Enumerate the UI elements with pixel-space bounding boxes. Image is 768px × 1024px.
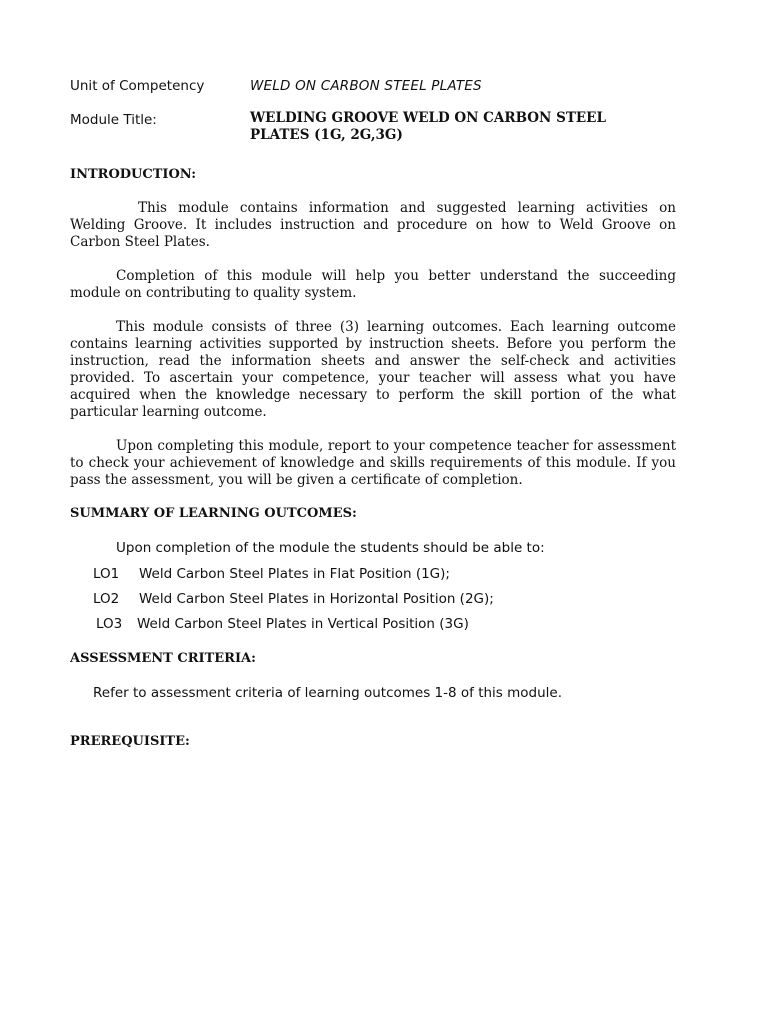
module-title-row (70, 110, 676, 144)
unit-of-competency-row (70, 76, 676, 96)
unit-of-competency-label: Unit of Competency (70, 78, 205, 94)
intro-paragraph-1: This module contains information and suggested learning activities on Welding Groove. It includes instruction and procedure on how to Weld Groove on Carbon Steel Plates. (70, 200, 676, 250)
module-title-line-2: PLATES (1G, 2G,3G) (250, 127, 403, 143)
learning-outcomes-list (70, 566, 676, 633)
document-page (70, 76, 676, 750)
learning-outcome-text: Weld Carbon Steel Plates in Flat Position (1G); (139, 566, 450, 582)
intro-paragraph-3: This module consists of three (3) learning outcomes. Each learning outcome contains learning activities supported by instruction sheets. Before you perform the instruction, read the information sheets and answer the self-check and activities provided. To ascertain your competence, your teacher will assess what you have acquired when the knowledge necessary to perform the skill portion of the what particular learning outcome. (70, 319, 676, 420)
learning-outcome-text: Weld Carbon Steel Plates in Horizontal Position (2G); (139, 591, 494, 607)
module-title-label: Module Title: (70, 112, 157, 128)
assessment-text: Refer to assessment criteria of learning outcomes 1-8 of this module. (93, 685, 563, 701)
unit-of-competency-value: WELD ON CARBON STEEL PLATES (250, 78, 482, 94)
module-title-value (250, 110, 676, 144)
learning-outcome-item (70, 591, 676, 608)
prerequisite-heading: PREREQUISITE: (70, 734, 190, 749)
learning-outcome-item (70, 566, 676, 583)
intro-paragraph-2: Completion of this module will help you better understand the succeeding module on contributing to quality system. (70, 268, 676, 301)
learning-outcome-item (70, 616, 676, 633)
assessment-heading: ASSESSMENT CRITERIA: (70, 651, 256, 666)
introduction-heading: INTRODUCTION: (70, 167, 197, 182)
learning-outcome-text: Weld Carbon Steel Plates in Vertical Position (3G) (137, 616, 469, 632)
summary-intro: Upon completion of the module the students should be able to: (116, 540, 545, 556)
module-title-line-1: WELDING GROOVE WELD ON CARBON STEEL (250, 110, 606, 126)
learning-outcome-code: LO1 (93, 566, 120, 582)
learning-outcome-code: LO2 (93, 591, 120, 607)
summary-heading: SUMMARY OF LEARNING OUTCOMES: (70, 506, 357, 521)
learning-outcome-code: LO3 (96, 616, 123, 632)
intro-paragraph-4: Upon completing this module, report to your competence teacher for assessment to check your achievement of knowledge and skills requirements of this module. If you pass the assessment, you will be given a certificate of completion. (70, 438, 676, 488)
